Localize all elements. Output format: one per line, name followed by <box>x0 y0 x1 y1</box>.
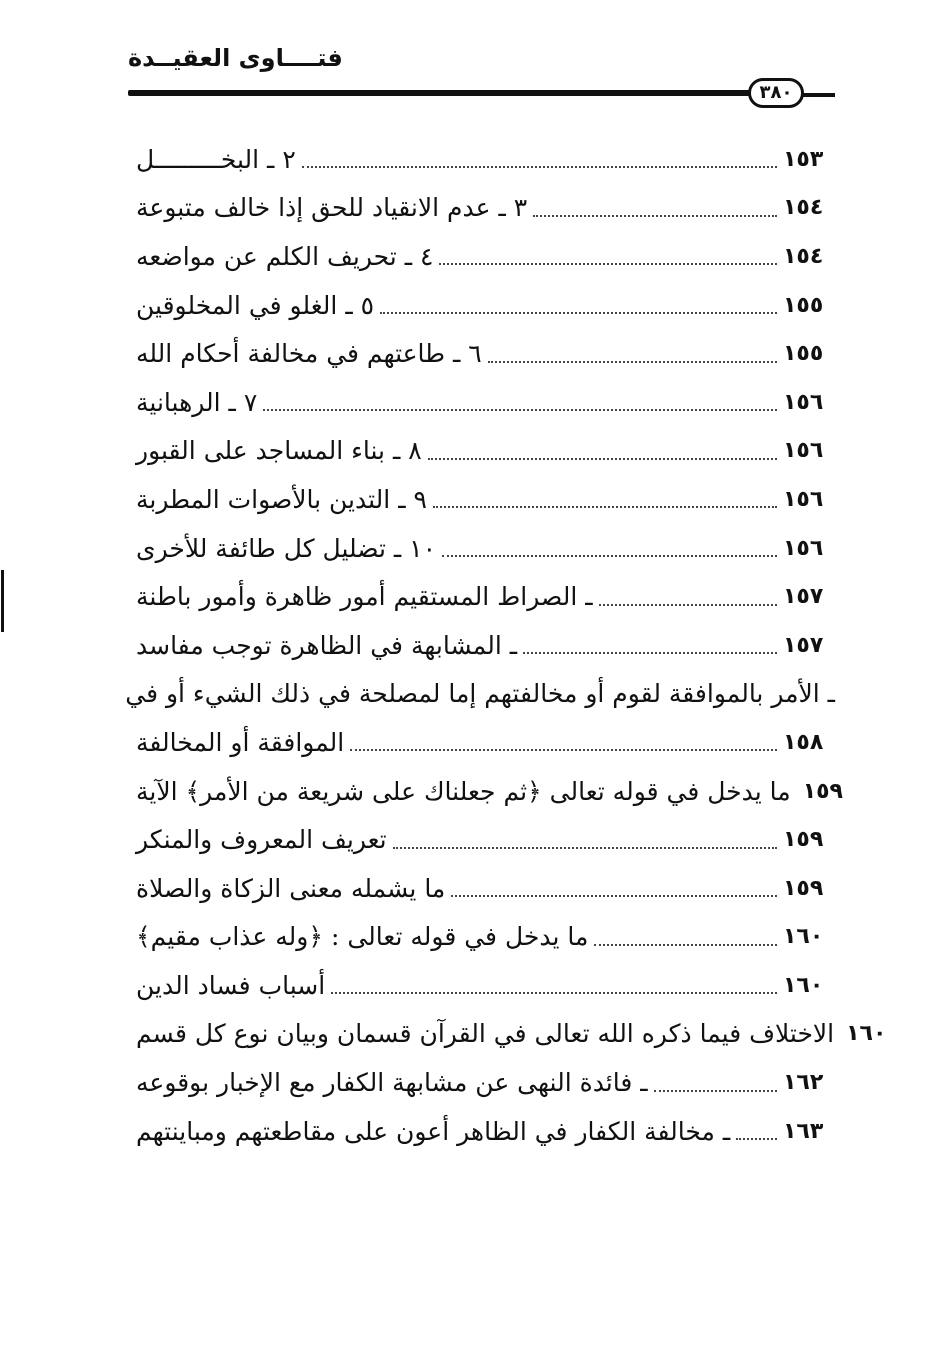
toc-entry-page: ١٦٠ <box>846 1021 887 1047</box>
toc-entry-title: ما يدخل في قوله تعالى ﴿ثم جعلناك على شريعة من الأمر﴾ الآية <box>136 776 791 806</box>
toc-entry-page: ١٥٤ <box>783 243 824 269</box>
toc-entry-page: ١٥٩ <box>783 875 824 901</box>
toc-entry-page: ١٥٦ <box>783 389 824 415</box>
toc-entry-title: أسباب فساد الدين <box>136 970 326 1000</box>
dot-leader <box>488 361 777 363</box>
dot-leader <box>533 215 777 217</box>
toc-entry <box>128 767 843 816</box>
dot-leader <box>302 166 777 168</box>
toc-entry-title: ـ المشابهة في الظاهرة توجب مفاسد <box>136 630 518 660</box>
toc-entry-page: ١٥٦ <box>783 535 824 561</box>
toc-entry <box>128 1107 835 1156</box>
toc-entry <box>128 864 835 913</box>
toc-entry <box>128 1010 887 1059</box>
toc-entry-title: ٤ ـ تحريف الكلم عن مواضعه <box>136 241 434 271</box>
header-rule-end <box>802 93 835 97</box>
toc-entry-title: ٢ ـ البخـــــــــل <box>136 144 296 174</box>
toc-entry <box>128 718 835 767</box>
toc-entry-page: ١٥٩ <box>783 827 824 853</box>
toc-entry-title: الموافقة أو المخالفة <box>136 727 345 757</box>
toc-entry <box>128 524 835 573</box>
toc-entry-title: ـ الأمر بالموافقة لقوم أو مخالفتهم إما لمصلحة في ذلك الشيء أو في <box>125 679 835 709</box>
dot-leader <box>393 847 777 849</box>
dot-leader <box>523 652 777 654</box>
dot-leader <box>263 409 777 411</box>
toc-entry <box>128 281 835 330</box>
toc-entry-page: ١٥٤ <box>783 195 824 221</box>
toc-entry-page: ١٦٠ <box>783 972 824 998</box>
toc-entry <box>125 670 835 719</box>
toc-entry <box>128 815 835 864</box>
toc-entry <box>128 621 835 670</box>
margin-mark <box>1 570 4 632</box>
toc-entry-title: تعريف المعروف والمنكر <box>136 825 387 855</box>
toc-entry <box>128 184 835 233</box>
toc-entry <box>128 378 835 427</box>
toc-entry-title: ما يشمله معنى الزكاة والصلاة <box>136 873 446 903</box>
toc-entry-page: ١٦٢ <box>783 1070 824 1096</box>
toc-entry-page: ١٥٥ <box>783 292 824 318</box>
toc-entry <box>128 232 835 281</box>
toc-entry-title: ـ مخالفة الكفار في الظاهر أعون على مقاطعتهم ومباينتهم <box>136 1116 731 1146</box>
toc-entry <box>128 427 835 476</box>
toc-entry-page: ١٥٨ <box>783 729 824 755</box>
dot-leader <box>380 312 777 314</box>
toc-entry-page: ١٥٧ <box>783 584 824 610</box>
toc-entry <box>128 572 835 621</box>
toc-entry-page: ١٦٣ <box>783 1118 824 1144</box>
dot-leader <box>350 749 777 751</box>
toc-entry-page: ١٥٦ <box>783 438 824 464</box>
header-rule <box>128 90 750 96</box>
running-title: فتــــاوى العقيــدة <box>128 44 343 72</box>
dot-leader <box>654 1090 777 1092</box>
toc-entry-title: ٧ ـ الرهبانية <box>136 387 258 417</box>
toc-entry-page: ١٥٥ <box>783 341 824 367</box>
toc-entry <box>128 135 835 184</box>
dot-leader <box>331 992 777 994</box>
dot-leader <box>433 506 777 508</box>
dot-leader <box>439 263 777 265</box>
toc-entry <box>128 913 835 962</box>
dot-leader <box>442 555 777 557</box>
toc-entry <box>128 475 835 524</box>
table-of-contents <box>125 135 887 1155</box>
toc-entry-page: ١٦٠ <box>783 924 824 950</box>
toc-entry-title: ٨ ـ بناء المساجد على القبور <box>136 436 422 466</box>
dot-leader <box>736 1138 777 1140</box>
toc-entry-page: ١٥٦ <box>783 486 824 512</box>
toc-entry <box>128 329 835 378</box>
toc-entry-title: ١٠ ـ تضليل كل طائفة للأخرى <box>136 533 437 563</box>
toc-entry-title: ـ فائدة النهى عن مشابهة الكفار مع الإخبار بوقوعه <box>136 1068 648 1098</box>
toc-entry-title: ٩ ـ التدين بالأصوات المطربة <box>136 484 427 514</box>
page-number: ٣٨٠ <box>748 78 804 108</box>
dot-leader <box>451 895 777 897</box>
toc-entry-title: ٥ ـ الغلو في المخلوقين <box>136 290 375 320</box>
toc-entry-title: ٦ ـ طاعتهم في مخالفة أحكام الله <box>136 339 482 369</box>
toc-entry-page: ١٥٩ <box>802 778 843 804</box>
dot-leader <box>594 944 777 946</box>
toc-entry-page: ١٥٧ <box>783 632 824 658</box>
toc-entry-page: ١٥٣ <box>783 146 824 172</box>
toc-entry-title: ٣ ـ عدم الانقياد للحق إذا خالف متبوعة <box>136 193 528 223</box>
toc-entry-title: ـ الصراط المستقيم أمور ظاهرة وأمور باطنة <box>136 582 593 612</box>
toc-entry <box>128 961 835 1010</box>
toc-entry-title: ما يدخل في قوله تعالى : ﴿وله عذاب مقيم﴾ <box>136 922 589 952</box>
dot-leader <box>599 604 777 606</box>
toc-entry-title: الاختلاف فيما ذكره الله تعالى في القرآن قسمان وبيان نوع كل قسم <box>136 1019 835 1049</box>
dot-leader <box>428 458 777 460</box>
toc-entry <box>128 1058 835 1107</box>
